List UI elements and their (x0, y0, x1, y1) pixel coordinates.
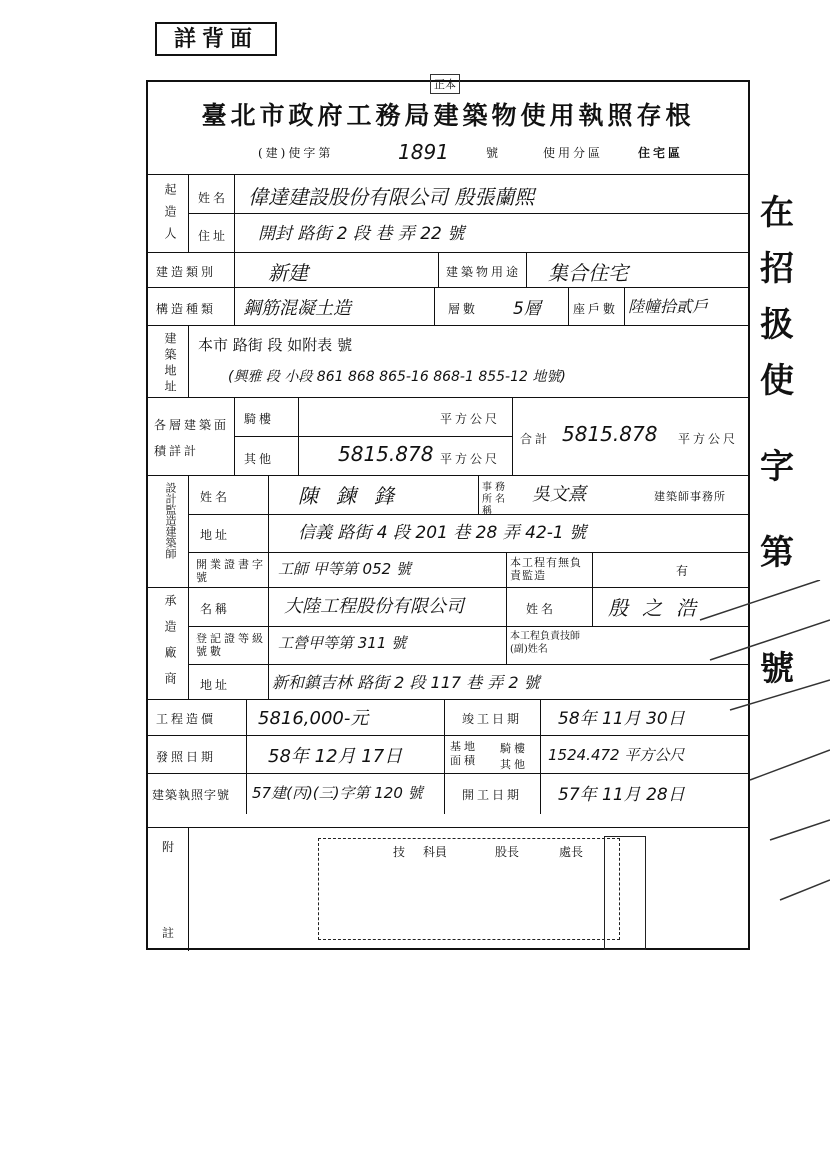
margin-glyph-1: 招 (760, 249, 794, 289)
margin-glyph-6: 號 (760, 649, 794, 689)
contractor-reg-label: 登記證等級號數 (196, 632, 266, 658)
owner-section-label: 起造人 (163, 183, 177, 249)
start-value: 57年 11月 28日 (558, 785, 685, 805)
remarks-bottom-label: 註 (162, 926, 178, 940)
issue-label: 發照日期 (156, 750, 217, 764)
remarks-top-label: 附 (162, 840, 178, 854)
site-line-2: (興雅 段 小段 861 868 865-16 868-1 855-12 地號) (228, 369, 566, 385)
other-unit: 平方公尺 (440, 452, 501, 466)
sig-label-0: 技 (393, 845, 406, 859)
architect-name-label: 姓名 (200, 490, 231, 504)
cost-value: 5816,000-元 (258, 708, 369, 729)
complete-value: 58年 11月 30日 (558, 709, 685, 729)
architect-cert-value: 工師 甲等第 052 號 (278, 560, 411, 578)
site-area-value: 1524.472 平方公尺 (548, 746, 685, 764)
contractor-name-value: 大陸工程股份有限公司 (284, 596, 464, 617)
contractor-tech-label: 本工程負責技師(副)姓名 (510, 631, 580, 655)
owner-addr-value: 開封 路街 2 段 巷 弄 22 號 (258, 224, 465, 244)
license-number: 1891 (398, 140, 449, 164)
contractor-reg-value: 工營甲等第 311 號 (278, 634, 407, 652)
owner-name-value: 偉達建設股份有限公司 殷張蘭熙 (248, 185, 535, 209)
building-use-value: 集合住宅 (548, 261, 628, 285)
building-use-label: 建築物用途 (446, 265, 522, 279)
sig-label-1: 科員 (423, 845, 448, 859)
site-other-label: 其他 (500, 758, 528, 771)
architect-section-label: 設計監造建築師 (164, 482, 177, 559)
site-address-row (148, 325, 748, 397)
permit-value: 57建(丙)(三)字第 120 號 (252, 784, 423, 802)
form-title: 臺北市政府工務局建築物使用執照存根 (201, 101, 695, 130)
margin-glyph-3: 使 (760, 361, 794, 401)
other-area-value: 5815.878 (338, 442, 434, 466)
license-stub-form (146, 80, 750, 950)
floors-label: 層數 (448, 302, 479, 316)
remarks-row (148, 827, 748, 950)
margin-glyph-4: 字 (760, 447, 794, 487)
owner-addr-label: 住址 (198, 229, 229, 243)
architect-section (148, 475, 748, 587)
building-type-row (148, 252, 748, 287)
contractor-section (148, 587, 748, 699)
total-area-value: 5815.878 (562, 422, 658, 446)
zone-label: 使用分區 (543, 146, 604, 160)
architect-addr-value: 信義 路街 4 段 201 巷 28 弄 42-1 號 (298, 523, 587, 543)
total-area-label: 合計 (520, 432, 551, 446)
firm-value: 吳文熹 (532, 484, 586, 505)
cost-row (148, 699, 748, 735)
arcade-label: 騎樓 (244, 412, 275, 426)
architect-name-value: 陳鍊鋒 (298, 484, 412, 508)
structure-label: 構造種類 (156, 302, 217, 316)
contractor-name-label: 名稱 (200, 602, 231, 616)
architect-addr-label: 地址 (200, 528, 231, 542)
permit-label: 建築執照字號 (152, 788, 231, 802)
owner-name-label: 姓名 (198, 191, 229, 205)
detail-back-label: 詳背面 (155, 22, 277, 56)
site-line-1: 本市 路街 段 如附表 號 (198, 336, 353, 354)
permit-row (148, 773, 748, 813)
site-area-label: 基地面積 (450, 740, 478, 767)
area-section-label: 各層建築面積詳計 (154, 418, 230, 458)
contractor-addr-value: 新和鎮吉林 路街 2 段 117 巷 弄 2 號 (272, 673, 540, 692)
site-section-label: 建築地址 (163, 332, 177, 396)
hatched-stamp-overlay (690, 580, 830, 960)
area-row (148, 397, 748, 475)
approval-stamp-block (318, 838, 620, 940)
architect-resp-value: 有 (676, 564, 692, 578)
building-type-label: 建造類別 (156, 265, 217, 279)
structure-row (148, 287, 748, 325)
total-area-unit: 平方公尺 (678, 432, 739, 446)
units-label: 座戶數 (573, 302, 619, 316)
start-label: 開工日期 (462, 788, 523, 802)
top-stamp: 正本 (430, 74, 460, 94)
firm-suffix: 建築師事務所 (654, 490, 726, 503)
building-type-value: 新建 (268, 261, 308, 285)
contractor-addr-label: 地址 (200, 678, 231, 692)
sig-label-4: 處長 (559, 845, 584, 859)
complete-label: 竣工日期 (462, 712, 523, 726)
issue-row (148, 735, 748, 773)
structure-value: 鋼筋混凝土造 (243, 298, 351, 319)
other-label: 其他 (244, 452, 275, 466)
floors-value: 5層 (513, 299, 541, 319)
contractor-person-label: 姓名 (526, 602, 557, 616)
contractor-section-label: 承造廠商 (163, 594, 177, 698)
license-prefix: (建)使字第 (258, 146, 334, 160)
firm-label: 事務所名稱 (482, 482, 508, 517)
units-value: 陸幢拾貳戶 (628, 297, 709, 316)
issue-value: 58年 12月 17日 (268, 746, 403, 767)
license-suffix: 號 (486, 146, 502, 160)
margin-glyph-2: 扱 (760, 305, 794, 345)
zone-value: 住宅區 (638, 146, 684, 160)
owner-section (148, 174, 748, 252)
site-arcade-label: 騎樓 (500, 742, 528, 755)
architect-cert-label: 開業證書字號 (196, 558, 266, 584)
chief-seal (604, 836, 646, 950)
architect-resp-label: 本工程有無負責監造 (510, 556, 582, 582)
margin-glyph-0: 在 (760, 193, 794, 233)
arcade-unit: 平方公尺 (440, 412, 501, 426)
cost-label: 工程造價 (156, 712, 217, 726)
contractor-person-value: 殷之浩 (608, 596, 710, 620)
margin-glyph-5: 第 (760, 533, 794, 573)
sig-label-2: 股長 (495, 845, 520, 859)
